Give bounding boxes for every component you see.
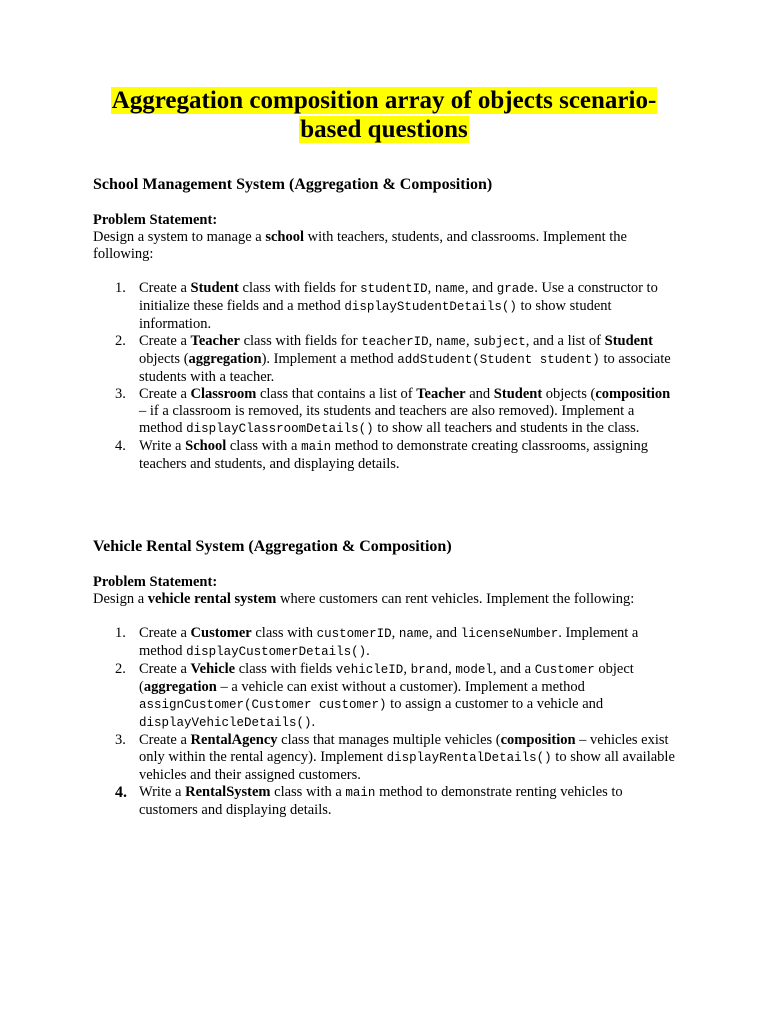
text-run: Create a [139, 386, 191, 402]
bold-term: aggregation [143, 679, 217, 695]
document-title [60, 86, 708, 144]
code-term: displayStudentDetails() [344, 300, 517, 314]
list-item [93, 386, 678, 438]
code-term: displayRentalDetails() [386, 751, 552, 765]
list-item-number: 4. [115, 784, 127, 801]
bold-term: Customer [190, 625, 252, 641]
vehicle-task-list [93, 625, 678, 819]
code-term: customerID [316, 627, 392, 641]
code-term: model [455, 663, 493, 677]
text-run: , [391, 625, 399, 641]
list-item-number: 1. [115, 280, 126, 296]
bold-term: RentalSystem [185, 784, 271, 800]
text-run: . [311, 714, 316, 730]
text-run: class with fields for [239, 333, 362, 349]
list-item-number: 4. [115, 438, 126, 454]
school-intro-pre: Design a system to manage a [93, 229, 266, 245]
text-run: , and a list of [525, 333, 605, 349]
bold-term: Classroom [190, 386, 257, 402]
text-run: ). Implement a method [261, 351, 398, 367]
text-run: to show student information. [139, 298, 612, 332]
text-run: and [465, 386, 494, 402]
text-run: to assign a customer to a vehicle and [386, 696, 604, 712]
text-run: object ( [139, 661, 634, 695]
vehicle-intro [93, 591, 678, 608]
list-item [93, 661, 678, 732]
bold-term: RentalAgency [190, 732, 278, 748]
code-term: Customer [534, 663, 595, 677]
list-item [93, 732, 678, 784]
list-item [93, 625, 678, 661]
text-run: class with a [226, 438, 302, 454]
text-run: class that manages multiple vehicles ( [277, 732, 501, 748]
code-term: subject [473, 335, 526, 349]
bold-term: Vehicle [190, 661, 236, 677]
text-run: . Use a constructor to initialize these fields and a method [139, 280, 658, 314]
vehicle-intro-post: where customers can rent vehicles. Implement the following: [276, 591, 635, 607]
code-term: displayClassroomDetails() [186, 422, 374, 436]
text-run: , [428, 333, 436, 349]
text-run: , and [464, 280, 497, 296]
text-run: to associate students with a teacher. [139, 351, 671, 385]
text-run: – a vehicle can exist without a customer). Implement a method [216, 679, 585, 695]
text-run: to show all available vehicles and their assigned customers. [139, 749, 675, 783]
code-term: name [434, 282, 465, 296]
school-intro [93, 229, 678, 263]
code-term: grade [496, 282, 535, 296]
code-term: vehicleID [335, 663, 404, 677]
vehicle-intro-pre: Design a [93, 591, 148, 607]
bold-term: Teacher [416, 386, 466, 402]
vehicle-problem-label: Problem Statement: [93, 574, 218, 590]
text-run: , and a [492, 661, 535, 677]
bold-term: Student [190, 280, 239, 296]
school-heading: School Management System (Aggregation & Composition) [93, 176, 493, 193]
text-run: objects ( [542, 386, 596, 402]
text-run: Write a [139, 438, 186, 454]
code-term: displayCustomerDetails() [186, 645, 367, 659]
list-item [93, 438, 678, 473]
text-run: – if a classroom is removed, its students and teachers are also removed). Implement a method [139, 403, 635, 436]
school-problem-label: Problem Statement: [93, 212, 218, 228]
text-run: . [366, 643, 370, 659]
text-run: , [427, 280, 435, 296]
text-run: Create a [139, 661, 191, 677]
text-run: Create a [139, 280, 191, 296]
text-run: class with [251, 625, 317, 641]
text-run: . Implement a method [139, 625, 639, 659]
text-run: , [403, 661, 411, 677]
school-section [93, 175, 678, 473]
text-run: Create a [139, 732, 191, 748]
bold-term: aggregation [188, 351, 262, 367]
text-run: to show all teachers and students in the class. [373, 420, 640, 436]
list-item-number: 1. [115, 625, 126, 641]
title-line-2: based questions [300, 116, 468, 143]
text-run: Write a [139, 784, 186, 800]
code-term: teacherID [361, 335, 429, 349]
list-item-number: 2. [115, 661, 126, 677]
bold-term: Student [493, 386, 543, 402]
text-run: class with a [270, 784, 346, 800]
text-run: Create a [139, 625, 191, 641]
list-item [93, 784, 678, 819]
text-run: objects ( [139, 351, 189, 367]
vehicle-section [93, 537, 678, 819]
list-item [93, 280, 678, 333]
code-term: assignCustomer(Customer customer) [139, 698, 387, 712]
vehicle-intro-bold: vehicle rental system [147, 591, 277, 607]
text-run: – vehicles exist only within the rental agency). Implement [139, 732, 669, 765]
bold-term: composition [595, 386, 671, 402]
code-term: brand [410, 663, 449, 677]
title-line-1: Aggregation composition array of objects scenario- [111, 87, 657, 114]
text-run: Create a [139, 333, 191, 349]
code-term: addStudent(Student student) [397, 353, 600, 367]
text-run: class that contains a list of [256, 386, 417, 402]
text-run: , [448, 661, 456, 677]
code-term: main [301, 440, 332, 454]
list-item-number: 2. [115, 333, 126, 349]
text-run: method to demonstrate creating classrooms, assigning teachers and students, and displaying details. [139, 438, 649, 472]
text-run: method to demonstrate renting vehicles to customers and displaying details. [139, 784, 623, 818]
text-run: , and [428, 625, 461, 641]
code-term: name [435, 335, 466, 349]
text-run: class with fields for [238, 280, 361, 296]
code-term: licenseNumber [460, 627, 559, 641]
vehicle-heading: Vehicle Rental System (Aggregation & Composition) [93, 538, 452, 555]
bold-term: School [185, 438, 227, 454]
bold-term: Student [604, 333, 653, 349]
list-item-number: 3. [115, 732, 126, 748]
code-term: name [398, 627, 429, 641]
code-term: displayVehicleDetails() [139, 716, 312, 730]
school-intro-post: with teachers, students, and classrooms. Implement the following: [93, 229, 627, 262]
school-task-list [93, 280, 678, 473]
bold-term: composition [500, 732, 576, 748]
text-run: , [465, 333, 474, 349]
list-item [93, 333, 678, 386]
school-intro-bold: school [265, 229, 305, 245]
code-term: studentID [360, 282, 428, 296]
list-item-number: 3. [115, 386, 126, 402]
code-term: main [345, 786, 376, 800]
text-run: class with fields [235, 661, 336, 677]
bold-term: Teacher [190, 333, 240, 349]
